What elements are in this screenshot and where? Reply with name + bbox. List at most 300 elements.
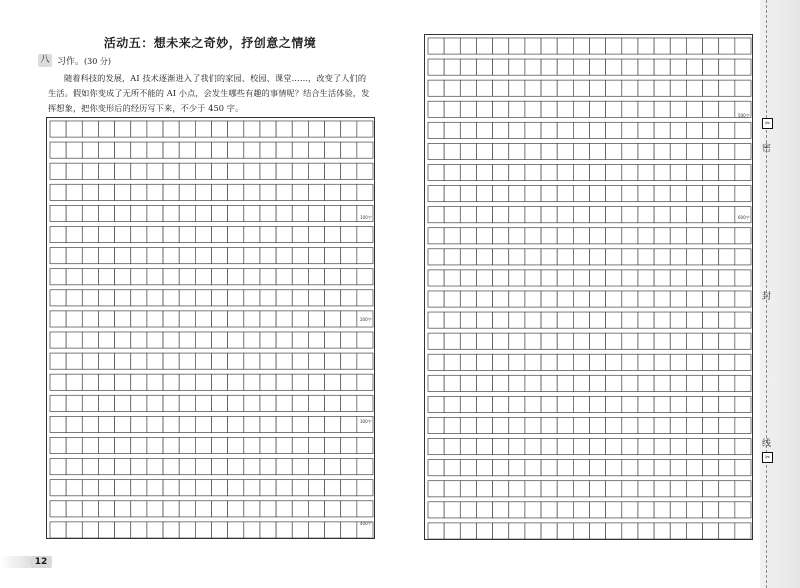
grid-cell[interactable]: [276, 437, 292, 453]
grid-cell[interactable]: [654, 460, 670, 476]
grid-cell[interactable]: [244, 459, 260, 475]
grid-cell[interactable]: [590, 312, 606, 328]
grid-cell[interactable]: [341, 184, 357, 200]
grid-cell[interactable]: [276, 395, 292, 411]
grid-cell[interactable]: [179, 437, 195, 453]
grid-cell[interactable]: [509, 354, 525, 370]
grid-cell[interactable]: [622, 375, 638, 391]
grid-cell[interactable]: [670, 523, 686, 539]
grid-cell[interactable]: [476, 502, 492, 518]
grid-cell[interactable]: [179, 332, 195, 348]
grid-cell[interactable]: [82, 269, 98, 285]
grid-cell[interactable]: [131, 290, 147, 306]
grid-cell[interactable]: [670, 59, 686, 75]
grid-cell[interactable]: [509, 439, 525, 455]
grid-cell[interactable]: [325, 184, 341, 200]
grid-cell[interactable]: [541, 375, 557, 391]
grid-cell[interactable]: [654, 439, 670, 455]
grid-cell[interactable]: [509, 164, 525, 180]
grid-cell[interactable]: [163, 248, 179, 264]
grid-cell[interactable]: [493, 186, 509, 202]
grid-cell[interactable]: [638, 354, 654, 370]
grid-cell[interactable]: [341, 269, 357, 285]
grid-cell[interactable]: [590, 375, 606, 391]
grid-cell[interactable]: [195, 437, 211, 453]
grid-cell[interactable]: [244, 332, 260, 348]
grid-cell[interactable]: [66, 416, 82, 432]
grid-cell[interactable]: [719, 38, 735, 54]
grid-cell[interactable]: [493, 291, 509, 307]
grid-cell[interactable]: [357, 395, 373, 411]
grid-cell[interactable]: [325, 290, 341, 306]
grid-cell[interactable]: [195, 395, 211, 411]
grid-cell[interactable]: [509, 122, 525, 138]
grid-cell[interactable]: [557, 439, 573, 455]
grid-cell[interactable]: [719, 186, 735, 202]
grid-cell[interactable]: [444, 417, 460, 433]
grid-cell[interactable]: [703, 354, 719, 370]
grid-cell[interactable]: [212, 437, 228, 453]
grid-cell[interactable]: [703, 143, 719, 159]
grid-cell[interactable]: [131, 353, 147, 369]
grid-cell[interactable]: [654, 38, 670, 54]
grid-cell[interactable]: [670, 164, 686, 180]
grid-cell[interactable]: [719, 502, 735, 518]
grid-cell[interactable]: [573, 523, 589, 539]
grid-cell[interactable]: [228, 290, 244, 306]
grid-cell[interactable]: [260, 522, 276, 538]
left-writing-grid[interactable]: [46, 117, 375, 539]
grid-cell[interactable]: [460, 59, 476, 75]
grid-cell[interactable]: [670, 80, 686, 96]
grid-cell[interactable]: [541, 38, 557, 54]
grid-cell[interactable]: [557, 59, 573, 75]
grid-cell[interactable]: [719, 101, 735, 117]
grid-cell[interactable]: [98, 501, 114, 517]
grid-cell[interactable]: [444, 164, 460, 180]
grid-cell[interactable]: [260, 290, 276, 306]
grid-cell[interactable]: [590, 59, 606, 75]
grid-cell[interactable]: [50, 459, 66, 475]
grid-cell[interactable]: [179, 480, 195, 496]
grid-cell[interactable]: [228, 269, 244, 285]
grid-cell[interactable]: [557, 80, 573, 96]
grid-cell[interactable]: [308, 311, 324, 327]
grid-cell[interactable]: [509, 101, 525, 117]
grid-cell[interactable]: [573, 80, 589, 96]
grid-cell[interactable]: [525, 270, 541, 286]
grid-cell[interactable]: [50, 374, 66, 390]
grid-cell[interactable]: [82, 374, 98, 390]
grid-cell[interactable]: [493, 375, 509, 391]
grid-cell[interactable]: [638, 460, 654, 476]
grid-cell[interactable]: [212, 332, 228, 348]
grid-cell[interactable]: [428, 333, 444, 349]
grid-cell[interactable]: [179, 184, 195, 200]
grid-cell[interactable]: [557, 122, 573, 138]
grid-cell[interactable]: [606, 80, 622, 96]
grid-cell[interactable]: [460, 291, 476, 307]
grid-cell[interactable]: [622, 38, 638, 54]
grid-cell[interactable]: [325, 311, 341, 327]
grid-cell[interactable]: [525, 186, 541, 202]
grid-cell[interactable]: [638, 375, 654, 391]
grid-cell[interactable]: [525, 143, 541, 159]
grid-cell[interactable]: [476, 481, 492, 497]
grid-cell[interactable]: [131, 522, 147, 538]
grid-cell[interactable]: [493, 417, 509, 433]
grid-cell[interactable]: [509, 460, 525, 476]
grid-cell[interactable]: [260, 121, 276, 137]
grid-cell[interactable]: [557, 523, 573, 539]
grid-cell[interactable]: [670, 375, 686, 391]
grid-cell[interactable]: [325, 374, 341, 390]
grid-cell[interactable]: [444, 523, 460, 539]
grid-cell[interactable]: [325, 142, 341, 158]
grid-cell[interactable]: [735, 270, 751, 286]
grid-cell[interactable]: [195, 248, 211, 264]
grid-cell[interactable]: [308, 121, 324, 137]
grid-cell[interactable]: [606, 249, 622, 265]
grid-cell[interactable]: [686, 101, 702, 117]
grid-cell[interactable]: [308, 416, 324, 432]
grid-cell[interactable]: [654, 59, 670, 75]
grid-cell[interactable]: [525, 122, 541, 138]
grid-cell[interactable]: [590, 439, 606, 455]
grid-cell[interactable]: [525, 291, 541, 307]
grid-cell[interactable]: [212, 163, 228, 179]
grid-cell[interactable]: [525, 439, 541, 455]
grid-cell[interactable]: [476, 312, 492, 328]
grid-cell[interactable]: [66, 395, 82, 411]
grid-cell[interactable]: [341, 290, 357, 306]
grid-cell[interactable]: [325, 269, 341, 285]
grid-cell[interactable]: [670, 354, 686, 370]
grid-cell[interactable]: [686, 38, 702, 54]
grid-cell[interactable]: [493, 270, 509, 286]
grid-cell[interactable]: [357, 501, 373, 517]
grid-cell[interactable]: [276, 205, 292, 221]
grid-cell[interactable]: [476, 375, 492, 391]
grid-cell[interactable]: [460, 270, 476, 286]
grid-cell[interactable]: [147, 205, 163, 221]
grid-cell[interactable]: [228, 142, 244, 158]
grid-cell[interactable]: [719, 354, 735, 370]
grid-cell[interactable]: [244, 522, 260, 538]
grid-cell[interactable]: [428, 354, 444, 370]
grid-cell[interactable]: [493, 481, 509, 497]
grid-cell[interactable]: [590, 270, 606, 286]
grid-cell[interactable]: [179, 353, 195, 369]
grid-cell[interactable]: [308, 226, 324, 242]
grid-cell[interactable]: [82, 205, 98, 221]
grid-cell[interactable]: [131, 416, 147, 432]
grid-cell[interactable]: [292, 480, 308, 496]
grid-cell[interactable]: [428, 122, 444, 138]
grid-cell[interactable]: [228, 522, 244, 538]
grid-cell[interactable]: [50, 416, 66, 432]
grid-cell[interactable]: [341, 142, 357, 158]
grid-cell[interactable]: [428, 460, 444, 476]
grid-cell[interactable]: [260, 184, 276, 200]
grid-cell[interactable]: [244, 184, 260, 200]
grid-cell[interactable]: [670, 101, 686, 117]
grid-cell[interactable]: [444, 207, 460, 223]
grid-cell[interactable]: [228, 205, 244, 221]
grid-cell[interactable]: [292, 290, 308, 306]
grid-cell[interactable]: [509, 207, 525, 223]
grid-cell[interactable]: [476, 80, 492, 96]
grid-cell[interactable]: [357, 269, 373, 285]
grid-cell[interactable]: [509, 502, 525, 518]
grid-cell[interactable]: [276, 226, 292, 242]
grid-cell[interactable]: [703, 375, 719, 391]
grid-cell[interactable]: [50, 437, 66, 453]
grid-cell[interactable]: [195, 353, 211, 369]
grid-cell[interactable]: [195, 163, 211, 179]
grid-cell[interactable]: [308, 353, 324, 369]
grid-cell[interactable]: [163, 269, 179, 285]
grid-cell[interactable]: [493, 333, 509, 349]
grid-cell[interactable]: [195, 332, 211, 348]
grid-cell[interactable]: [509, 333, 525, 349]
grid-cell[interactable]: [541, 312, 557, 328]
grid-cell[interactable]: [557, 502, 573, 518]
grid-cell[interactable]: [735, 312, 751, 328]
grid-cell[interactable]: [82, 226, 98, 242]
grid-cell[interactable]: [115, 459, 131, 475]
grid-cell[interactable]: [244, 226, 260, 242]
grid-cell[interactable]: [292, 248, 308, 264]
grid-cell[interactable]: [444, 333, 460, 349]
grid-cell[interactable]: [308, 205, 324, 221]
grid-cell[interactable]: [147, 290, 163, 306]
grid-cell[interactable]: [703, 186, 719, 202]
grid-cell[interactable]: [341, 121, 357, 137]
grid-cell[interactable]: [525, 59, 541, 75]
grid-cell[interactable]: [82, 184, 98, 200]
grid-cell[interactable]: [341, 248, 357, 264]
grid-cell[interactable]: [131, 142, 147, 158]
grid-cell[interactable]: [341, 501, 357, 517]
grid-cell[interactable]: [212, 226, 228, 242]
grid-cell[interactable]: [541, 481, 557, 497]
grid-cell[interactable]: [525, 375, 541, 391]
grid-cell[interactable]: [557, 291, 573, 307]
grid-cell[interactable]: [703, 417, 719, 433]
grid-cell[interactable]: [428, 186, 444, 202]
grid-cell[interactable]: [325, 332, 341, 348]
grid-cell[interactable]: [179, 163, 195, 179]
grid-cell[interactable]: [670, 312, 686, 328]
grid-cell[interactable]: [590, 249, 606, 265]
grid-cell[interactable]: [212, 459, 228, 475]
grid-cell[interactable]: [606, 354, 622, 370]
grid-cell[interactable]: [525, 502, 541, 518]
grid-cell[interactable]: [670, 333, 686, 349]
grid-cell[interactable]: [179, 142, 195, 158]
grid-cell[interactable]: [622, 460, 638, 476]
grid-cell[interactable]: [460, 228, 476, 244]
grid-cell[interactable]: [147, 248, 163, 264]
grid-cell[interactable]: [276, 374, 292, 390]
grid-cell[interactable]: [260, 459, 276, 475]
grid-cell[interactable]: [276, 522, 292, 538]
grid-cell[interactable]: [147, 522, 163, 538]
grid-cell[interactable]: [98, 374, 114, 390]
grid-cell[interactable]: [670, 417, 686, 433]
grid-cell[interactable]: [719, 207, 735, 223]
grid-cell[interactable]: [541, 523, 557, 539]
grid-cell[interactable]: [115, 290, 131, 306]
grid-cell[interactable]: [654, 164, 670, 180]
grid-cell[interactable]: [476, 270, 492, 286]
grid-cell[interactable]: [292, 163, 308, 179]
grid-cell[interactable]: [735, 186, 751, 202]
grid-cell[interactable]: [115, 142, 131, 158]
grid-cell[interactable]: [244, 480, 260, 496]
grid-cell[interactable]: [622, 249, 638, 265]
grid-cell[interactable]: [654, 502, 670, 518]
grid-cell[interactable]: [622, 143, 638, 159]
grid-cell[interactable]: [276, 142, 292, 158]
grid-cell[interactable]: [212, 501, 228, 517]
grid-cell[interactable]: [428, 207, 444, 223]
grid-cell[interactable]: [590, 354, 606, 370]
grid-cell[interactable]: [703, 101, 719, 117]
grid-cell[interactable]: [476, 417, 492, 433]
grid-cell[interactable]: [82, 142, 98, 158]
grid-cell[interactable]: [460, 207, 476, 223]
grid-cell[interactable]: [590, 101, 606, 117]
grid-cell[interactable]: [228, 184, 244, 200]
grid-cell[interactable]: [573, 396, 589, 412]
grid-cell[interactable]: [195, 459, 211, 475]
grid-cell[interactable]: [228, 501, 244, 517]
grid-cell[interactable]: [686, 523, 702, 539]
grid-cell[interactable]: [476, 354, 492, 370]
grid-cell[interactable]: [195, 311, 211, 327]
grid-cell[interactable]: [525, 80, 541, 96]
grid-cell[interactable]: [179, 121, 195, 137]
grid-cell[interactable]: [115, 416, 131, 432]
grid-cell[interactable]: [115, 501, 131, 517]
grid-cell[interactable]: [686, 59, 702, 75]
grid-cell[interactable]: [228, 459, 244, 475]
grid-cell[interactable]: [82, 459, 98, 475]
grid-cell[interactable]: [735, 460, 751, 476]
grid-cell[interactable]: [308, 163, 324, 179]
grid-cell[interactable]: [638, 80, 654, 96]
grid-cell[interactable]: [590, 122, 606, 138]
grid-cell[interactable]: [115, 311, 131, 327]
grid-cell[interactable]: [590, 481, 606, 497]
grid-cell[interactable]: [670, 38, 686, 54]
grid-cell[interactable]: [638, 186, 654, 202]
grid-cell[interactable]: [179, 311, 195, 327]
grid-cell[interactable]: [654, 186, 670, 202]
grid-cell[interactable]: [590, 80, 606, 96]
grid-cell[interactable]: [654, 312, 670, 328]
grid-cell[interactable]: [686, 481, 702, 497]
grid-cell[interactable]: [509, 523, 525, 539]
grid-cell[interactable]: [460, 333, 476, 349]
grid-cell[interactable]: [444, 122, 460, 138]
grid-cell[interactable]: [460, 186, 476, 202]
grid-cell[interactable]: [163, 163, 179, 179]
grid-cell[interactable]: [541, 460, 557, 476]
grid-cell[interactable]: [163, 374, 179, 390]
grid-cell[interactable]: [195, 522, 211, 538]
grid-cell[interactable]: [147, 332, 163, 348]
grid-cell[interactable]: [541, 291, 557, 307]
grid-cell[interactable]: [622, 312, 638, 328]
grid-cell[interactable]: [670, 207, 686, 223]
grid-cell[interactable]: [428, 417, 444, 433]
grid-cell[interactable]: [98, 290, 114, 306]
grid-cell[interactable]: [735, 502, 751, 518]
grid-cell[interactable]: [509, 375, 525, 391]
grid-cell[interactable]: [260, 480, 276, 496]
grid-cell[interactable]: [50, 311, 66, 327]
grid-cell[interactable]: [163, 290, 179, 306]
grid-cell[interactable]: [541, 122, 557, 138]
grid-cell[interactable]: [228, 437, 244, 453]
grid-cell[interactable]: [357, 437, 373, 453]
grid-cell[interactable]: [147, 121, 163, 137]
grid-cell[interactable]: [325, 437, 341, 453]
grid-cell[interactable]: [195, 269, 211, 285]
grid-cell[interactable]: [622, 270, 638, 286]
grid-cell[interactable]: [703, 523, 719, 539]
grid-cell[interactable]: [147, 269, 163, 285]
grid-cell[interactable]: [163, 459, 179, 475]
grid-cell[interactable]: [493, 228, 509, 244]
grid-cell[interactable]: [557, 249, 573, 265]
grid-cell[interactable]: [244, 416, 260, 432]
grid-cell[interactable]: [719, 481, 735, 497]
grid-cell[interactable]: [244, 374, 260, 390]
grid-cell[interactable]: [493, 249, 509, 265]
grid-cell[interactable]: [292, 226, 308, 242]
grid-cell[interactable]: [444, 375, 460, 391]
grid-cell[interactable]: [276, 311, 292, 327]
grid-cell[interactable]: [66, 522, 82, 538]
grid-cell[interactable]: [341, 437, 357, 453]
grid-cell[interactable]: [476, 291, 492, 307]
grid-cell[interactable]: [228, 121, 244, 137]
grid-cell[interactable]: [276, 459, 292, 475]
grid-cell[interactable]: [622, 164, 638, 180]
grid-cell[interactable]: [622, 80, 638, 96]
grid-cell[interactable]: [573, 460, 589, 476]
grid-cell[interactable]: [719, 164, 735, 180]
grid-cell[interactable]: [719, 122, 735, 138]
grid-cell[interactable]: [735, 481, 751, 497]
grid-cell[interactable]: [244, 437, 260, 453]
grid-cell[interactable]: [557, 270, 573, 286]
grid-cell[interactable]: [686, 312, 702, 328]
grid-cell[interactable]: [509, 270, 525, 286]
grid-cell[interactable]: [509, 186, 525, 202]
grid-cell[interactable]: [670, 122, 686, 138]
grid-cell[interactable]: [590, 396, 606, 412]
grid-cell[interactable]: [735, 59, 751, 75]
grid-cell[interactable]: [622, 417, 638, 433]
grid-cell[interactable]: [244, 205, 260, 221]
grid-cell[interactable]: [703, 333, 719, 349]
grid-cell[interactable]: [276, 332, 292, 348]
